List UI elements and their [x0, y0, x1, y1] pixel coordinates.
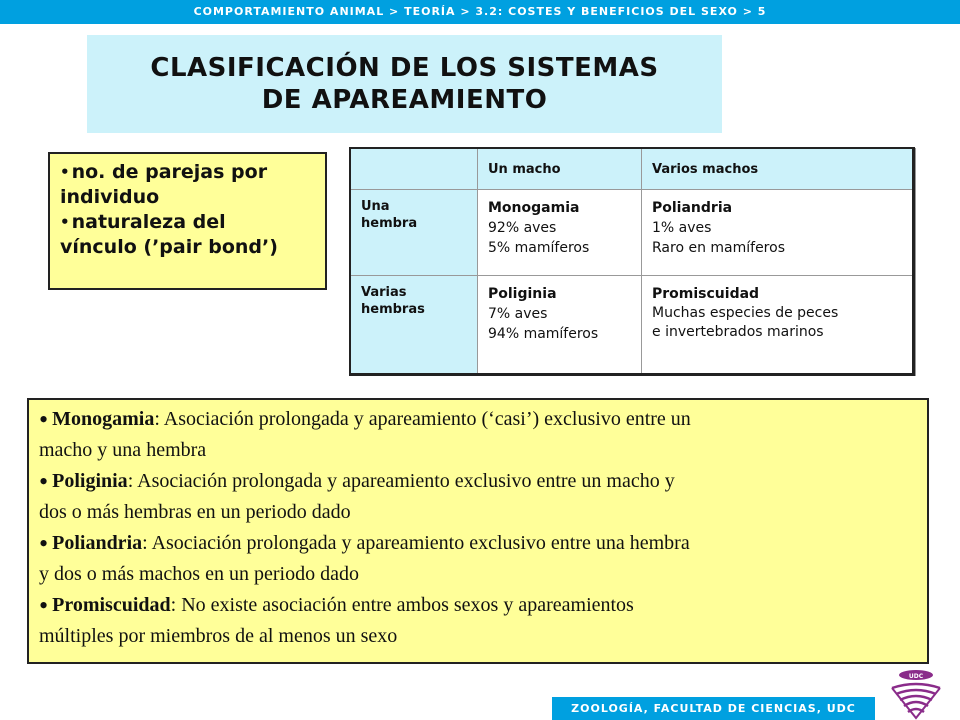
col-header: Un macho — [478, 149, 642, 190]
bullet-icon: • — [39, 405, 49, 435]
definition-term: Monogamia — [52, 408, 155, 430]
definition-item: • Poliandria: Asociación prolongada y apareamiento exclusivo entre una hembra y dos o más machos en un periodo dado — [39, 529, 690, 585]
bullet-icon: • — [60, 163, 70, 181]
definition-term: Poliandria — [52, 532, 143, 554]
criteria-item: • no. de parejas por individuo — [60, 161, 268, 208]
breadcrumb-bar — [0, 0, 960, 24]
footer-text: ZOOLOGÍA, FACULTAD DE CIENCIAS, UDC — [571, 702, 856, 715]
criteria-item: • naturaleza del vínculo (’pair bond’) — [60, 211, 278, 258]
system-name: Monogamia — [488, 200, 580, 216]
criteria-box — [48, 152, 327, 290]
table-corner-cell — [351, 149, 478, 190]
udc-emblem-icon — [880, 666, 952, 720]
definition-item: • Promiscuidad: No existe asociación entre ambos sexos y apareamientos múltiples por miembros de al menos un sexo — [39, 591, 634, 647]
system-name: Promiscuidad — [652, 286, 760, 302]
system-name: Poliandria — [652, 200, 733, 216]
title-line-1: CLASIFICACIÓN DE LOS SISTEMAS — [150, 53, 659, 83]
definition-term: Promiscuidad — [52, 594, 171, 616]
table-row — [351, 276, 916, 376]
table-row — [351, 190, 916, 276]
table-cell: Promiscuidad Muchas especies de peces e invertebrados marinos — [642, 276, 916, 376]
table-cell: Poliginia 7% aves 94% mamíferos — [478, 276, 642, 376]
slide-title — [87, 35, 722, 133]
table-cell: Monogamia 92% aves 5% mamíferos — [478, 190, 642, 276]
row-header: Una hembra — [351, 190, 478, 276]
row-header: Varias hembras — [351, 276, 478, 376]
bullet-icon: • — [39, 467, 49, 497]
breadcrumb: COMPORTAMIENTO ANIMAL > TEORÍA > 3.2: COSTES Y BENEFICIOS DEL SEXO > 5 — [193, 5, 767, 18]
bullet-icon: • — [60, 213, 70, 231]
col-header: Varios machos — [642, 149, 916, 190]
mating-systems-table — [350, 148, 916, 376]
table-cell: Poliandria 1% aves Raro en mamíferos — [642, 190, 916, 276]
table-header-row — [351, 149, 916, 190]
title-line-2: DE APAREAMIENTO — [261, 85, 548, 115]
bullet-icon: • — [39, 529, 49, 559]
system-name: Poliginia — [488, 286, 557, 302]
logo-text: UDC — [908, 673, 924, 680]
definitions-box — [27, 398, 929, 664]
footer-bar — [552, 697, 875, 720]
definition-item: • Poliginia: Asociación prolongada y apareamiento exclusivo entre un macho y dos o más hembras en un periodo dado — [39, 467, 675, 523]
bullet-icon: • — [39, 591, 49, 621]
definition-item: • Monogamia: Asociación prolongada y apareamiento (‘casi’) exclusivo entre un macho y una hembra — [39, 405, 691, 461]
definition-term: Poliginia — [52, 470, 128, 492]
